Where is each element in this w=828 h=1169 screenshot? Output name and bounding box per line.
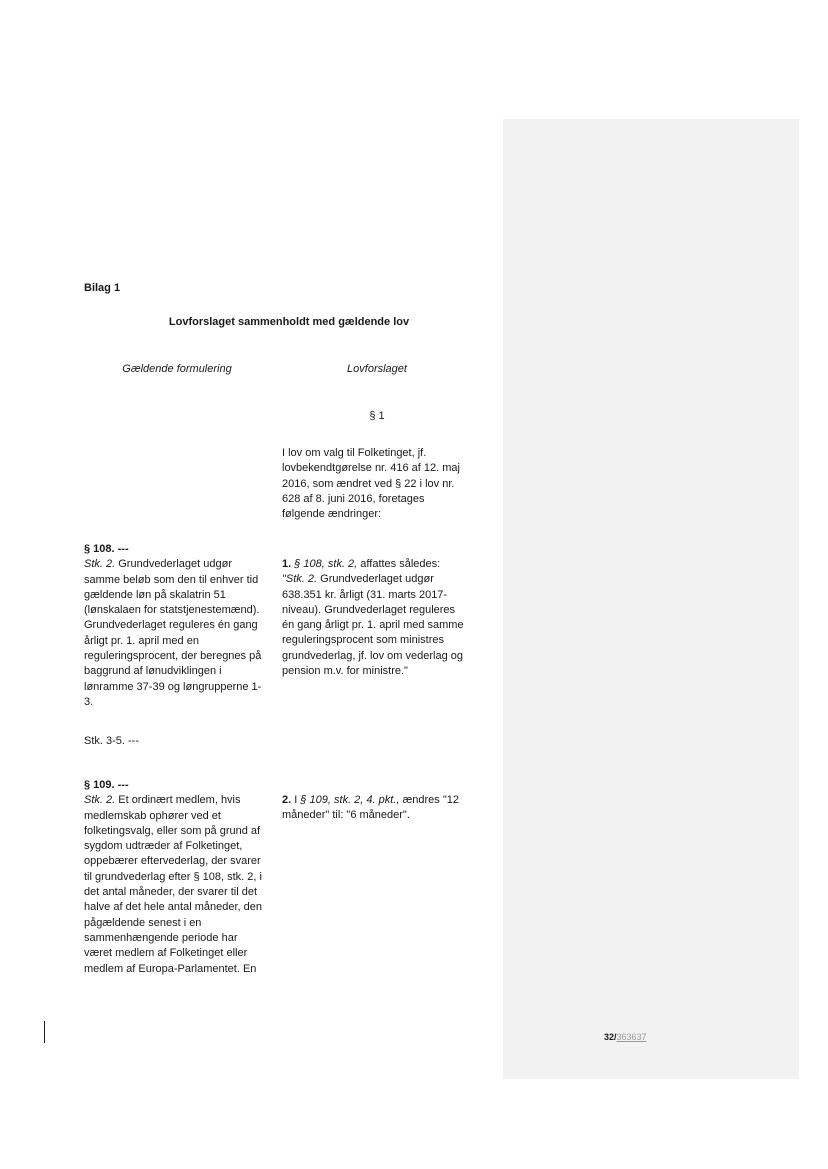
intro-line: følgende ændringer: <box>282 508 382 521</box>
text-line: været medlem af Folketinget eller <box>84 947 248 960</box>
text-line: (lønskalaen for statstjenestemænd). <box>84 604 260 617</box>
intro-line: lovbekendtgørelse nr. 416 af 12. maj <box>282 462 460 475</box>
text-line <box>282 793 474 808</box>
column-heading-current: Gældende formulering <box>122 363 232 375</box>
text-fragment: I <box>291 794 298 806</box>
current-section-109 <box>84 778 272 977</box>
text-line: årligt pr. 1. april med en <box>84 634 199 647</box>
intro-line: I lov om valg til Folketinget, jf. <box>282 447 427 459</box>
page-current: 32/ <box>604 1032 617 1042</box>
proposal-item-2 <box>282 793 474 824</box>
text-line: det antal måneder, der svarer til det <box>84 886 258 899</box>
reference: § 109, stk. 2, 4. pkt., <box>297 794 400 806</box>
text-line: reguleringsprocent som ministres <box>282 634 445 647</box>
stk-label: "Stk. 2. <box>282 573 318 586</box>
item-number: 2. <box>282 794 292 806</box>
text-line <box>84 793 272 808</box>
stk-label: Stk. 2. <box>84 558 116 571</box>
item-number: 1. <box>282 558 292 570</box>
text-line: Grundvederlaget reguleres én gang <box>84 619 258 632</box>
appendix-label: Bilag 1 <box>84 282 121 294</box>
text-line: 638.351 kr. årligt (31. marts 2017- <box>282 588 448 601</box>
text-line: folketingsvalg, eller som på grund af <box>84 824 261 837</box>
section-heading: § 108. --- <box>84 543 129 555</box>
text-line: reguleringsprocent, der beregnes på <box>84 650 262 663</box>
text-line: samme beløb som den til enhver tid <box>84 573 259 586</box>
text-line: baggrund af lønudviklingen i <box>84 665 222 678</box>
text-line <box>84 557 272 572</box>
text-line: medlemskab ophører ved et <box>84 809 221 822</box>
text-line: én gang årligt pr. 1. april med samme <box>282 619 464 632</box>
text-line: oppebærer eftervederlag, der svarer <box>84 855 261 868</box>
text-line <box>282 557 474 572</box>
intro-paragraph <box>282 446 474 522</box>
section-mark: § 1 <box>369 410 385 422</box>
page-number <box>604 1032 647 1042</box>
proposal-item-1 <box>282 557 474 679</box>
text-line: gældende løn på skalatrin 51 <box>84 588 226 601</box>
text-fragment: Et ordinært medlem, hvis <box>115 794 241 807</box>
text-line: medlem af Europa-Parlamentet. En <box>84 962 257 975</box>
text-line: sammenhængende periode har <box>84 931 238 944</box>
text-line: niveau). Grundvederlaget reguleres <box>282 603 456 616</box>
text-fragment: Grundvederlaget udgør <box>317 573 434 586</box>
column-heading-proposal: Lovforslaget <box>347 363 407 375</box>
text-line: pågældende senest i en <box>84 916 202 929</box>
stk-label: Stk. 2. <box>84 794 116 807</box>
text-line <box>282 572 474 587</box>
change-bar <box>44 1021 45 1043</box>
intro-line: 628 af 8. juni 2016, foretages <box>282 492 425 505</box>
text-fragment: affattes således: <box>357 558 441 570</box>
text-line: 3. <box>84 695 94 708</box>
text-line: måneder" til: "6 måneder". <box>282 809 410 822</box>
document-title: Lovforslaget sammenholdt med gældende lov <box>168 316 410 328</box>
text-line: lønramme 37-39 og løngrupperne 1- <box>84 680 262 693</box>
section-heading: § 109. --- <box>84 779 129 791</box>
current-section-108 <box>84 542 272 710</box>
text-fragment: Grundvederlaget udgør <box>115 558 232 571</box>
text-line: pension m.v. for ministre." <box>282 665 408 678</box>
page-total: 363637 <box>616 1032 647 1042</box>
reference: § 108, stk. 2, <box>291 558 358 570</box>
text-line: sygdom udtræder af Folketinget, <box>84 840 243 853</box>
stk-3-5: Stk. 3-5. --- <box>84 735 140 747</box>
text-line: grundvederlag, jf. lov om vederlag og <box>282 649 463 662</box>
intro-line: 2016, som ændret ved § 22 i lov nr. <box>282 477 455 490</box>
right-margin-panel <box>503 119 799 1079</box>
text-fragment: ændres "12 <box>399 794 459 806</box>
text-line: til grundvederlag efter § 108, stk. 2, i <box>84 870 262 883</box>
text-line: halve af det hele antal måneder, den <box>84 901 262 914</box>
